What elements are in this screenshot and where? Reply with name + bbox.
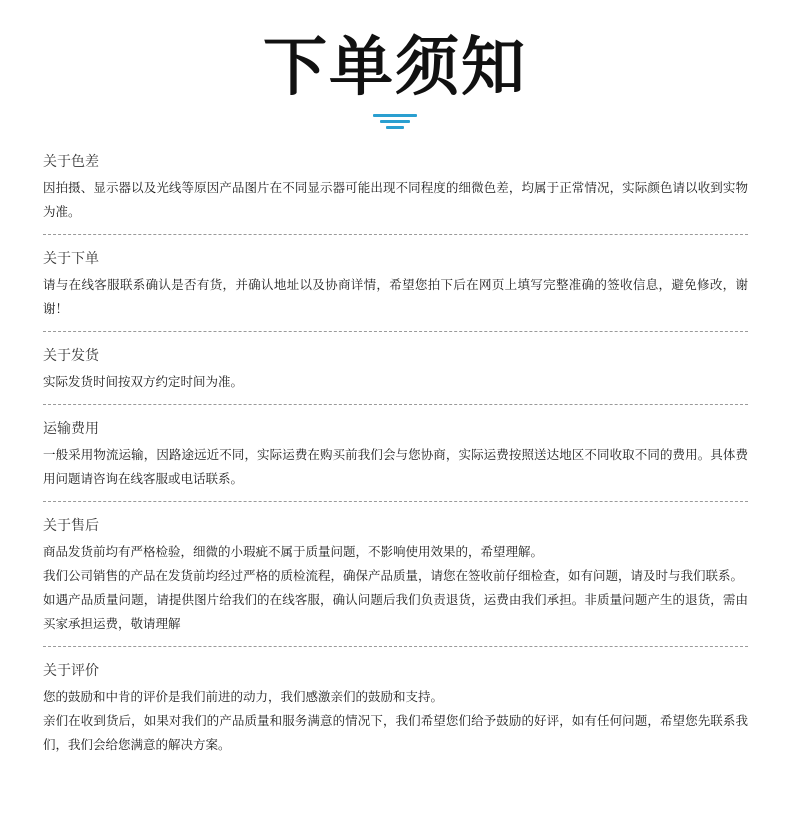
section-shipping <box>43 340 748 394</box>
section-paragraph: 请与在线客服联系确认是否有货，并确认地址以及协商详情，希望您拍下后在网页上填写完整准确的签收信息，避免修改，谢谢！ <box>43 277 748 316</box>
section-paragraph: 我们公司销售的产品在发货前均经过严格的质检流程，确保产品质量，请您在签收前仔细检查，如有问题，请及时与我们联系。 <box>43 568 744 583</box>
section-heading: 关于色差 <box>43 154 99 170</box>
section-paragraph: 一般采用物流运输，因路途远近不同，实际运费在购买前我们会与您协商，实际运费按照送达地区不同收取不同的费用。具体费用问题请咨询在线客服或电话联系。 <box>43 447 748 486</box>
section-heading: 关于下单 <box>43 251 99 267</box>
section-heading: 关于评价 <box>43 663 99 679</box>
section-paragraph: 如遇产品质量问题，请提供图片给我们的在线客服，确认问题后我们负责退货，运费由我们承担。非质量问题产生的退货，需由买家承担运费，敬请理解 <box>43 592 748 631</box>
section-heading: 运输费用 <box>43 421 99 437</box>
section-paragraph: 您的鼓励和中肯的评价是我们前进的动力，我们感激亲们的鼓励和支持。 <box>43 689 444 704</box>
divider <box>43 501 748 502</box>
section-freight <box>43 413 748 491</box>
section-ordering <box>43 243 748 321</box>
section-paragraph: 实际发货时间按双方约定时间为准。 <box>43 374 244 389</box>
divider <box>43 404 748 405</box>
section-heading: 关于售后 <box>43 518 99 534</box>
section-color-difference <box>43 146 748 224</box>
section-review <box>43 655 748 757</box>
notice-content <box>43 146 748 757</box>
section-paragraph: 亲们在收到货后，如果对我们的产品质量和服务满意的情况下，我们希望您们给予鼓励的好评，如有任何问题，希望您先联系我们，我们会给您满意的解决方案。 <box>43 713 748 752</box>
section-paragraph: 商品发货前均有严格检验，细微的小瑕疵不属于质量问题，不影响使用效果的，希望理解。 <box>43 544 544 559</box>
divider <box>43 646 748 647</box>
section-paragraph: 因拍摄、显示器以及光线等原因产品图片在不同显示器可能出现不同程度的细微色差，均属于正常情况，实际颜色请以收到实物为准。 <box>43 180 748 219</box>
divider <box>43 331 748 332</box>
divider <box>43 234 748 235</box>
section-heading: 关于发货 <box>43 348 99 364</box>
title-underline-icon <box>373 114 417 134</box>
page-title: 下单须知 <box>263 31 527 105</box>
section-after-sales <box>43 510 748 636</box>
